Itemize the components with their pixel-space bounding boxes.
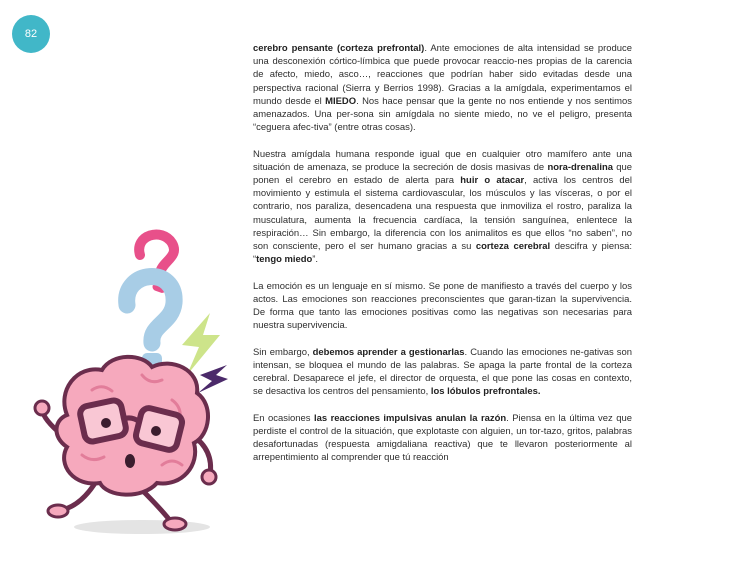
bold-text: huir o atacar [460, 175, 525, 187]
bold-text: los lóbulos prefrontales. [430, 386, 541, 398]
right-shoe [164, 518, 186, 530]
blue-question-mark-icon [127, 277, 174, 369]
text-run: Nuestra amígdala humana responde igual que en cualquier otro mamífero ante una situación de amenaza, se produce la secreción de dosis masivas de [253, 148, 632, 173]
page-number-badge: 82 [12, 15, 50, 53]
left-hand [35, 401, 49, 415]
bold-text: corteza cerebral [475, 241, 551, 253]
text-run: . Cuando las emociones ne-gativas son intensan, se bloquea el mundo de las palabras. Se apaga la parte frontal de la corteza cerebral. Desaparece el jefe, el director de orquesta, el que pone las cosas en contexto, se desactiva los centros del pensamiento, [253, 346, 633, 398]
text-run: . Piensa en la última vez que perdiste el control de la situación, que explotaste con alguien, un tor-tazo, gritos, palabras desafortunadas (respuesta amigdaliana reactiva) que te llevaron posteriormente al arrepentimiento al comprender que tú reacción [253, 412, 632, 464]
bold-text: tengo miedo [256, 254, 313, 266]
bold-text: cerebro pensante (corteza prefrontal) [253, 43, 425, 54]
right-eye [151, 426, 161, 436]
paragraph [253, 148, 632, 267]
left-shoe [48, 505, 68, 517]
text-run: descifra y piensa: “ [253, 241, 632, 266]
right-hand [202, 470, 216, 484]
bold-text: nora-drenalina [547, 161, 613, 173]
text-run: ”. [312, 254, 319, 266]
text-run: En ocasiones [253, 412, 315, 424]
mouth [125, 454, 135, 468]
paragraph [253, 412, 632, 465]
bold-text: debemos aprender a gestionarlas [312, 346, 465, 358]
purple-lightning-icon [198, 365, 228, 393]
body-text [253, 42, 632, 478]
bold-text: las reacciones impulsivas anulan la razón [314, 412, 507, 424]
text-run: Sin embargo, [253, 346, 313, 358]
text-run: La emoción es un lenguaje en sí mismo. Se pone de manifiesto a través del cuerpo y los actos. Las emociones son reacciones preconscientes que garan-tizan la supervivencia. De forma que tanto las emociones positivas como las negativas son necesarias para nuestra supervivencia. [253, 280, 632, 332]
text-run: . Ante emociones de alta intensidad se produce una desconexión córtico-límbica que puede provocar reaccio-nes propias de la carencia de afecto, miedo, asco…, reacciones que podrían haber sido evitadas desde una perspectiva racional (Sierra y Berrios 1998). Gracias a la amígdala, experimentamos el mundo desde el [253, 43, 632, 107]
green-lightning-icon [182, 313, 220, 375]
text-run: , activa los centros del movimiento y estimula el sistema cardiovascular, los músculos y las vísceras, o por el contrario, nos paraliza, desencadena una respuesta que inmoviliza el rostro, paraliza la musculatura, aumenta la frecuencia cardíaca, la tensión sanguínea, enlentece la respiración… Sin embargo, la diferencia con los animalitos es que ellos “no saben”, no son consciente, pero el ser humano gracias a su [253, 175, 632, 253]
text-run: que ponen el cerebro en estado de alerta para [253, 161, 632, 187]
text-run: . Nos hace pensar que la gente no nos entiende y nos sentimos amenazados. Una per-sona sin amígdala no siente miedo, no ve el peligro, presenta “ceguera afec-tiva” (entre otras cosas). [253, 95, 632, 134]
brain-body [56, 357, 208, 495]
paragraph [253, 42, 632, 134]
ground-shadow [74, 520, 210, 534]
paragraph [253, 346, 632, 399]
bold-text: MIEDO [325, 95, 357, 107]
brain-character-illustration [22, 225, 237, 545]
left-eye [101, 418, 111, 428]
paragraph [253, 280, 632, 333]
